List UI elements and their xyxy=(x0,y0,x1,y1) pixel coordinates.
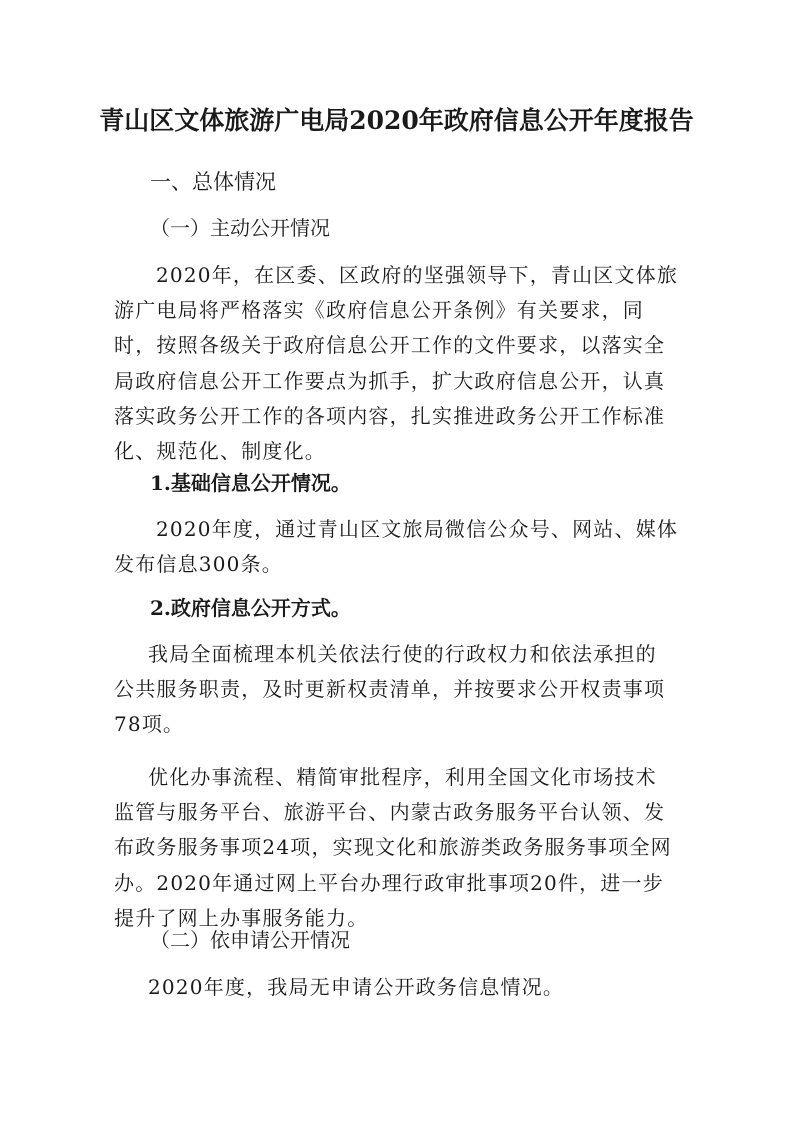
item-heading-disclosure-methods: 2.政府信息公开方式。 xyxy=(150,596,351,620)
paragraph-line: 落实政务公开工作的各项内容，扎实推进政务公开工作标准 xyxy=(114,403,666,428)
item1-paragraph xyxy=(114,512,684,582)
subsection-heading-on-request-disclosure: （二）依申请公开情况 xyxy=(150,928,350,952)
paragraph-line: 2020年，在区委、区政府的坚强领导下，青山区文体旅 xyxy=(156,263,679,287)
paragraph-line: 2020年度，我局无申请公开政务信息情况。 xyxy=(148,975,565,999)
paragraph-line: 2020年度，通过青山区文旅局微信公众号、网站、媒体 xyxy=(156,517,679,541)
item2-paragraph-1 xyxy=(114,637,684,743)
paragraph-line: 游广电局将严格落实《政府信息公开条例》有关要求，同 xyxy=(114,298,644,323)
paragraph-line: 发布信息300条。 xyxy=(114,552,283,577)
paragraph-line: 布政务服务事项24项，实现文化和旅游类政务服务事项全网 xyxy=(114,835,672,860)
item-heading-basic-info: 1.基础信息公开情况。 xyxy=(150,471,351,495)
paragraph-line: 我局全面梳理本机关依法行使的行政权力和依法承担的 xyxy=(148,642,657,666)
paragraph-line: 优化办事流程、精简审批程序，利用全国文化市场技术 xyxy=(148,765,657,789)
paragraph-line: 局政府信息公开工作要点为抓手，扩大政府信息公开，认真 xyxy=(114,368,666,393)
item2-paragraph-2 xyxy=(114,760,684,936)
subsection-heading-proactive-disclosure: （一）主动公开情况 xyxy=(150,216,330,240)
paragraph-line: 公共服务职责，及时更新权责清单，并按要求公开权责事项 xyxy=(114,677,666,702)
paragraph-line: 78项。 xyxy=(114,712,185,737)
paragraph-line: 监管与服务平台、旅游平台、内蒙古政务服务平台认领、发 xyxy=(114,800,666,825)
paragraph-line: 化、规范化、制度化。 xyxy=(114,439,326,464)
intro-paragraph xyxy=(114,258,684,469)
paragraph-line: 时，按照各级关于政府信息公开工作的文件要求，以落实全 xyxy=(114,333,666,358)
section-heading-overview: 一、总体情况 xyxy=(150,170,276,194)
paragraph-line: 提升了网上办事服务能力。 xyxy=(114,905,369,930)
paragraph-line: 办。2020年通过网上平台办理行政审批事项20件，进一步 xyxy=(114,870,664,895)
document-title: 青山区文体旅游广电局2020年政府信息公开年度报告 xyxy=(99,106,694,135)
subsection2-paragraph xyxy=(114,970,684,1005)
